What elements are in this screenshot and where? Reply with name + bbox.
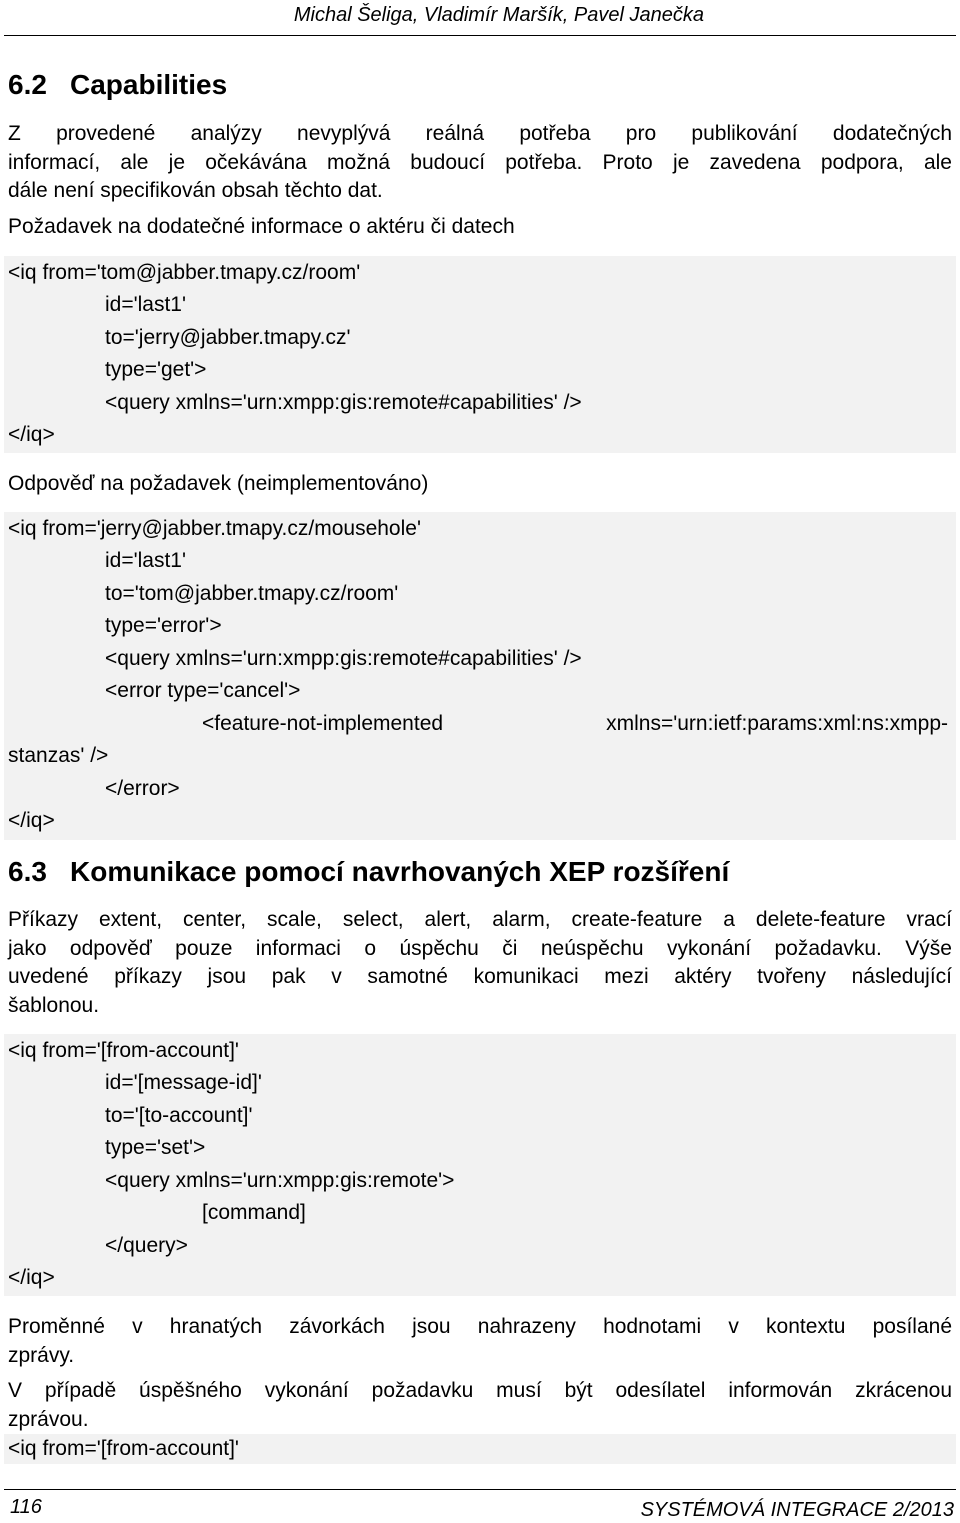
variables-paragraph bbox=[8, 1313, 952, 1370]
code-line: <iq from='[from-account]' bbox=[8, 1039, 239, 1062]
section-heading-communication bbox=[8, 855, 729, 889]
paragraph-line: šablonou. bbox=[8, 993, 100, 1017]
code-line: </iq> bbox=[8, 809, 55, 832]
success-code-block bbox=[4, 1434, 956, 1464]
section-number: 6.3 bbox=[8, 856, 47, 887]
code-line: </iq> bbox=[8, 423, 55, 446]
code-line: </query> bbox=[105, 1234, 188, 1257]
code-line: to='[to-account]' bbox=[105, 1104, 253, 1127]
paragraph-line: informací, ale je očekávána možná budoucí potřeba. Proto je zavedena podpora, ale bbox=[8, 150, 952, 174]
code-line: <iq from='[from-account]' bbox=[8, 1437, 239, 1460]
section-heading-capabilities bbox=[8, 68, 227, 102]
page-number: 116 bbox=[10, 1496, 42, 1518]
code-line: to='tom@jabber.tmapy.cz/room' bbox=[105, 582, 399, 605]
paragraph-line: dále není specifikován obsah těchto dat. bbox=[8, 179, 383, 202]
response-code-block bbox=[4, 512, 956, 840]
code-line: id='last1' bbox=[105, 549, 186, 572]
paragraph-line: Z provedené analýzy nevyplývá reálná potřeba pro publikování dodatečných bbox=[8, 122, 952, 145]
paragraph-line: jako odpověď pouze informaci o úspěchu či neúspěchu vykonání požadavku. Výše bbox=[8, 936, 952, 960]
code-line: <iq from='tom@jabber.tmapy.cz/room' bbox=[8, 261, 361, 284]
code-line: type='get'> bbox=[105, 358, 207, 381]
code-line: id='last1' bbox=[105, 293, 186, 316]
code-line bbox=[202, 708, 948, 741]
running-header-authors: Michal Šeliga, Vladimír Maršík, Pavel Janečka bbox=[293, 4, 704, 26]
header-rule bbox=[4, 35, 956, 36]
code-line: id='[message-id]' bbox=[105, 1071, 262, 1094]
paragraph-line: uvedené příkazy jsou pak v samotné komunikaci mezi aktéry tvořeny následující bbox=[8, 965, 952, 988]
code-line: <iq from='jerry@jabber.tmapy.cz/mousehole' bbox=[8, 517, 421, 540]
code-line: type='set'> bbox=[105, 1136, 206, 1159]
code-line: to='jerry@jabber.tmapy.cz' bbox=[105, 326, 351, 349]
request-label: Požadavek na dodatečné informace o aktéru či datech bbox=[8, 215, 515, 238]
section-title: Capabilities bbox=[70, 69, 228, 100]
paragraph-line: Proměnné v hranatých závorkách jsou nahrazeny hodnotami v kontextu posílané bbox=[8, 1315, 952, 1338]
code-line: type='error'> bbox=[105, 614, 222, 637]
code-line: <error type='cancel'> bbox=[105, 679, 301, 702]
section-title: Komunikace pomocí navrhovaných XEP rozšíření bbox=[70, 856, 730, 887]
paragraph-line: zprávy. bbox=[8, 1343, 75, 1367]
response-label: Odpověď na požadavek (neimplementováno) bbox=[8, 472, 429, 495]
journal-title: SYSTÉMOVÁ INTEGRACE 2/2013 bbox=[640, 1499, 954, 1521]
capabilities-intro-paragraph bbox=[8, 120, 952, 206]
request-code-block bbox=[4, 256, 956, 453]
section-number: 6.2 bbox=[8, 69, 47, 100]
success-paragraph bbox=[8, 1377, 952, 1434]
communication-intro-paragraph bbox=[8, 906, 952, 1020]
code-line: <query xmlns='urn:xmpp:gis:remote#capabilities' /> bbox=[105, 647, 582, 670]
template-code-block bbox=[4, 1034, 956, 1296]
code-line: stanzas' /> bbox=[8, 744, 109, 767]
code-line: </error> bbox=[105, 777, 180, 800]
code-token: xmlns='urn:ietf:params:xml:ns:xmpp- bbox=[606, 712, 948, 735]
paragraph-line: V případě úspěšného vykonání požadavku musí být odesílatel informován zkrácenou bbox=[8, 1379, 952, 1402]
code-line: <query xmlns='urn:xmpp:gis:remote'> bbox=[105, 1169, 455, 1192]
code-line: <query xmlns='urn:xmpp:gis:remote#capabilities' /> bbox=[105, 391, 582, 414]
code-line: </iq> bbox=[8, 1266, 55, 1289]
code-token: <feature-not-implemented bbox=[202, 712, 444, 735]
paragraph-line: zprávou. bbox=[8, 1407, 89, 1431]
paragraph-line: Příkazy extent, center, scale, select, alert, alarm, create-feature a delete-feature vrací bbox=[8, 908, 952, 931]
code-line: [command] bbox=[202, 1201, 306, 1224]
footer-rule bbox=[4, 1489, 956, 1490]
